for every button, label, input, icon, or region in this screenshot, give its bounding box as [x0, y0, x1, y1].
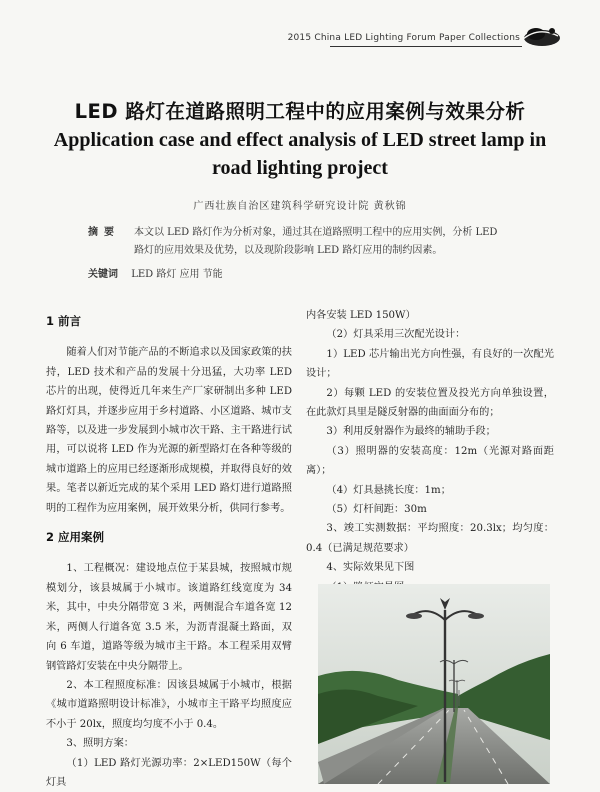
- right-line-4: 2）每颗 LED 的安装位置及投光方向单独设置，在此款灯具里是隧反射器的曲面面分布的；: [306, 387, 554, 419]
- section-2-paragraph-3: 3、照明方案：: [66, 738, 134, 750]
- right-line-7: （4）灯具悬挑长度：1m；: [326, 484, 451, 496]
- keywords: [88, 265, 223, 280]
- right-line-6: （3）照明器的安装高度：12m（光源对路面距离）；: [306, 445, 554, 477]
- right-line-1: 内各安装 LED 150W）: [306, 310, 416, 321]
- title-english-line-2: road lighting project: [212, 157, 388, 179]
- right-line-9: 3、竣工实测数据：平均照度：20.3lx；均匀度：0.4（已满足规范要求）: [306, 523, 554, 554]
- author-affiliation: 广西壮族自治区建筑科学研究设计院 黄秋锦: [193, 201, 407, 212]
- section-2-paragraph-1: 1、工程概况：建设地点位于某县城，按照城市规模划分，该县城属于小城市。该道路红线宽度为 34 米，其中，中央分隔带宽 3 米，两侧混合车道各宽 12 米，两侧人行道各宽 3.5 米，为沥青混凝土路面，双向 6 车道，道路等级为城市主干路。本工程采用双臂钢管路灯安装在中央分隔带上。: [46, 563, 292, 672]
- right-line-10: 4、实际效果见下图: [326, 562, 415, 574]
- left-column: [46, 312, 292, 792]
- header-collection-title: 2015 China LED Lighting Forum Paper Collections: [287, 33, 520, 43]
- section-1-heading: 1 前言: [46, 314, 82, 328]
- right-line-8: （5）灯杆间距：30m: [326, 504, 427, 516]
- section-1-body: 随着人们对节能产品的不断追求以及国家政策的扶持，LED 技术和产品的发展十分迅猛，大功率 LED 芯片的出现，使得近几年来生产厂家研制出多种 LED 路灯灯具，并逐步应用于乡村道路、小区道路、城市支路等，以及进一步发展到小城市次干路、主干路进行试用，可以说将 LED 作为光源的新型路灯在各种等级的城市道路上的应用已经逐渐形成规模，并取得良好的效果。笔者以新近完成的某个采用 LED 路灯进行道路照明的工程作为应用案例，展开效果分析，供同行参考。: [46, 347, 292, 514]
- right-column: [306, 306, 554, 597]
- abstract: [88, 224, 528, 260]
- keywords-text: LED 路灯 应用 节能: [131, 269, 223, 280]
- right-line-3: 1）LED 芯片输出光方向性强，有良好的一次配光设计；: [306, 348, 554, 380]
- right-line-5: 3）利用反射器作为最终的辅助手段；: [326, 426, 496, 438]
- title-english-line-1: Application case and effect analysis of LED street lamp in: [53, 129, 547, 151]
- abstract-line-1: 本文以 LED 路灯作为分析对象，通过其在道路照明工程中的应用实例，分析 LED: [134, 227, 498, 238]
- section-2-heading: 2 应用案例: [46, 530, 105, 545]
- street-lamp-photo: [318, 584, 550, 784]
- abstract-label: 摘要: [88, 227, 120, 238]
- header-rule: [330, 46, 522, 47]
- right-line-2: （2）灯具采用三次配光设计：: [326, 329, 466, 341]
- abstract-line-2: 路灯的应用效果及优势，以及现阶段影响 LED 路灯应用的制约因素。: [134, 245, 443, 256]
- title-english: [40, 126, 560, 182]
- title-chinese: LED 路灯在道路照明工程中的应用案例与效果分析: [74, 100, 526, 123]
- keywords-label: 关键词: [88, 269, 118, 280]
- section-2-paragraph-2: 2、本工程照度标准：因该县城属于小城市，根据《城市道路照明设计标准》，小城市主干路平均照度应不小于 20lx，照度均匀度不小于 0.4。: [46, 679, 292, 730]
- section-2-paragraph-4: （1）LED 路灯光源功率：2×LED150W（每个灯具: [46, 757, 292, 788]
- conference-logo-icon: [518, 22, 562, 48]
